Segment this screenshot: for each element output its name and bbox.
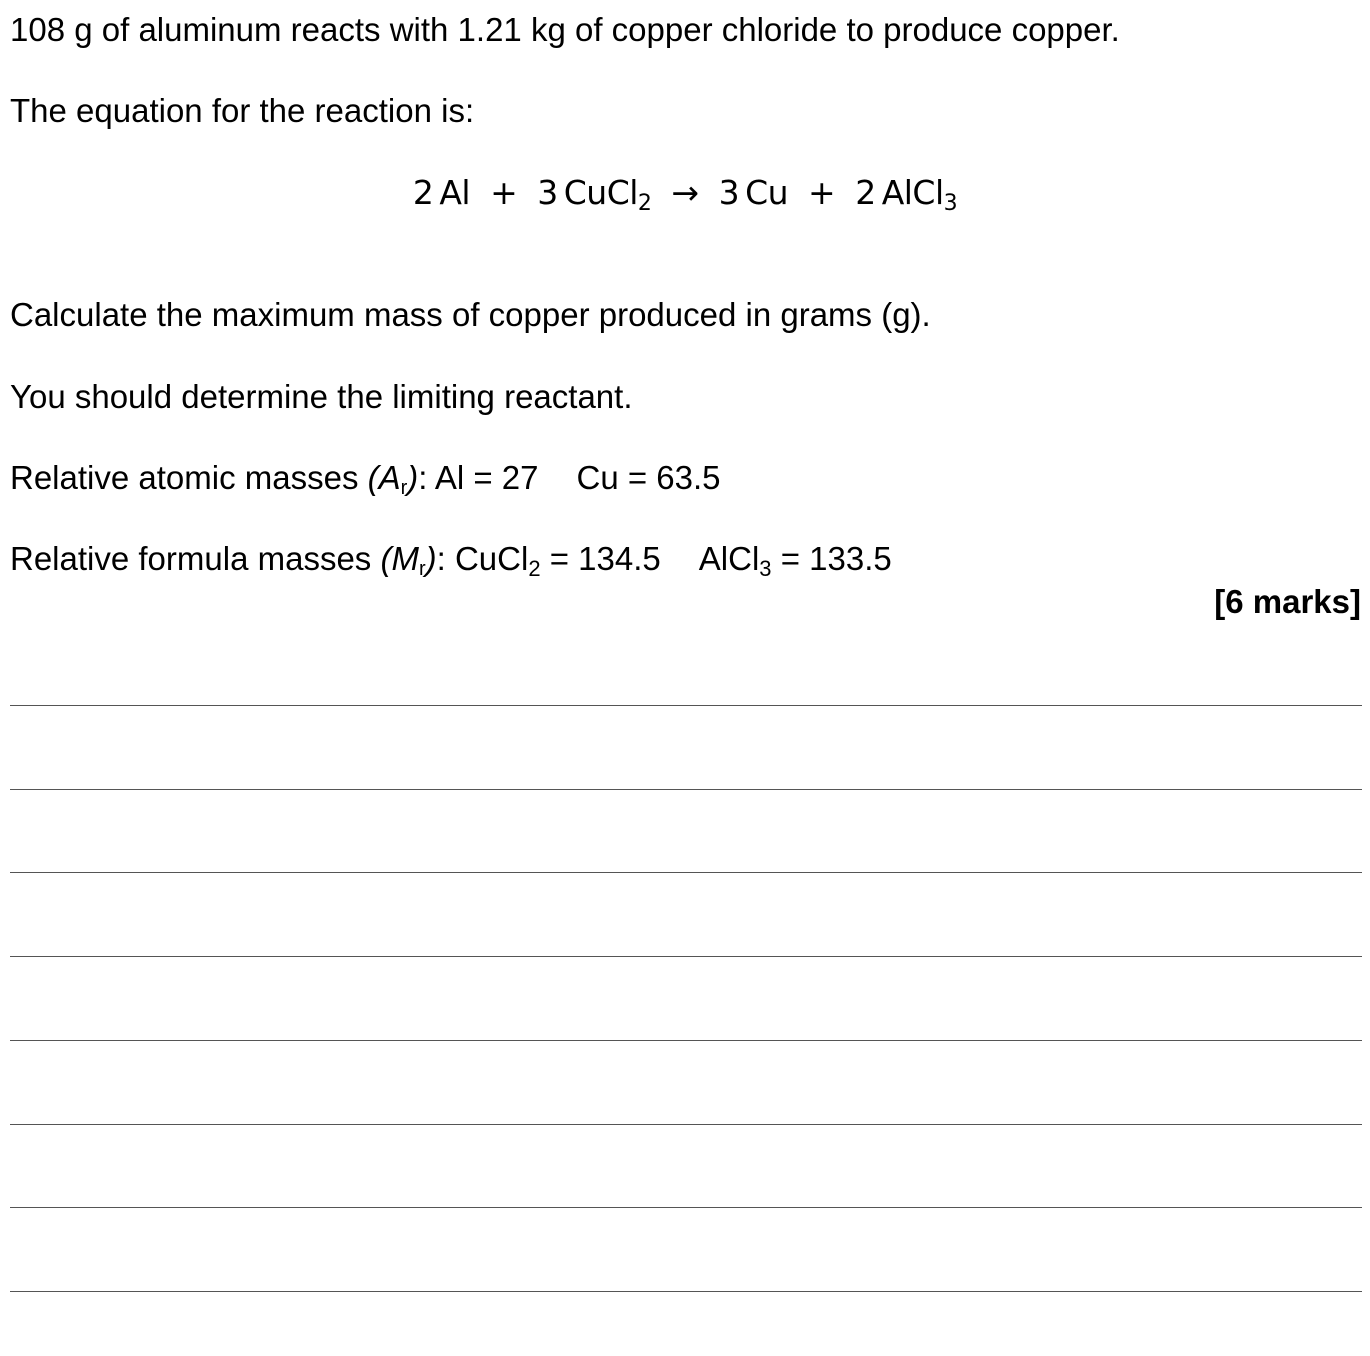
mr-symbol: $(M_r)$ bbox=[380, 540, 437, 580]
product-2-coefficient: 2 bbox=[855, 173, 876, 212]
alcl3-formula-mass: AlCl$_3$ = 133.5 bbox=[698, 540, 892, 581]
answer-line[interactable] bbox=[10, 956, 1362, 957]
product-1-coefficient: 3 bbox=[718, 173, 740, 212]
product-2-formula: AlCl bbox=[881, 173, 944, 212]
ar-symbol: $(A_r)$ bbox=[367, 459, 419, 499]
limiting-reactant-note: You should determine the limiting reactant. bbox=[10, 378, 633, 415]
marks-label: [6 marks] bbox=[1214, 583, 1361, 620]
answer-line[interactable] bbox=[10, 1207, 1362, 1208]
product-1-formula: Cu bbox=[745, 173, 789, 212]
answer-line[interactable] bbox=[10, 1124, 1362, 1125]
reaction-arrow: → bbox=[671, 173, 699, 212]
reactant-1-formula: Al bbox=[439, 173, 471, 212]
cucl2-formula-mass: CuCl$_2$ = 134.5 bbox=[454, 540, 661, 581]
product-2-subscript: 3 bbox=[943, 191, 958, 216]
chemical-equation bbox=[0, 173, 1370, 216]
answer-line[interactable] bbox=[10, 789, 1362, 790]
answer-line[interactable] bbox=[10, 872, 1362, 873]
cu-atomic-mass: Cu = 63.5 bbox=[576, 459, 721, 496]
plus-sign-1: + bbox=[490, 173, 518, 212]
answer-line[interactable] bbox=[10, 705, 1362, 706]
ar-label: Relative atomic masses bbox=[10, 459, 368, 496]
answer-line[interactable] bbox=[10, 1291, 1362, 1292]
mr-label: Relative formula masses bbox=[10, 540, 381, 577]
plus-sign-2: + bbox=[808, 173, 836, 212]
al-atomic-mass: Al = 27 bbox=[434, 459, 539, 496]
reactant-2-formula: CuCl bbox=[563, 173, 638, 212]
reactant-1-coefficient: 2 bbox=[412, 173, 434, 212]
reactant-2-subscript: 2 bbox=[637, 191, 652, 216]
question-intro: 108 g of aluminum reacts with 1.21 kg of copper chloride to produce copper. bbox=[10, 11, 1120, 48]
relative-formula-masses: Relative formula masses $(M_r)$: CuCl$_2$ = 134.5 AlCl$_3$ = 133.5 bbox=[10, 540, 892, 581]
equation-intro: The equation for the reaction is: bbox=[10, 92, 475, 129]
task-instruction: Calculate the maximum mass of copper produced in grams (g). bbox=[10, 296, 931, 333]
relative-atomic-masses: Relative atomic masses $(A_r)$: Al = 27 Cu = 63.5 bbox=[10, 459, 721, 499]
reactant-2-coefficient: 3 bbox=[537, 173, 558, 212]
answer-line[interactable] bbox=[10, 1040, 1362, 1041]
